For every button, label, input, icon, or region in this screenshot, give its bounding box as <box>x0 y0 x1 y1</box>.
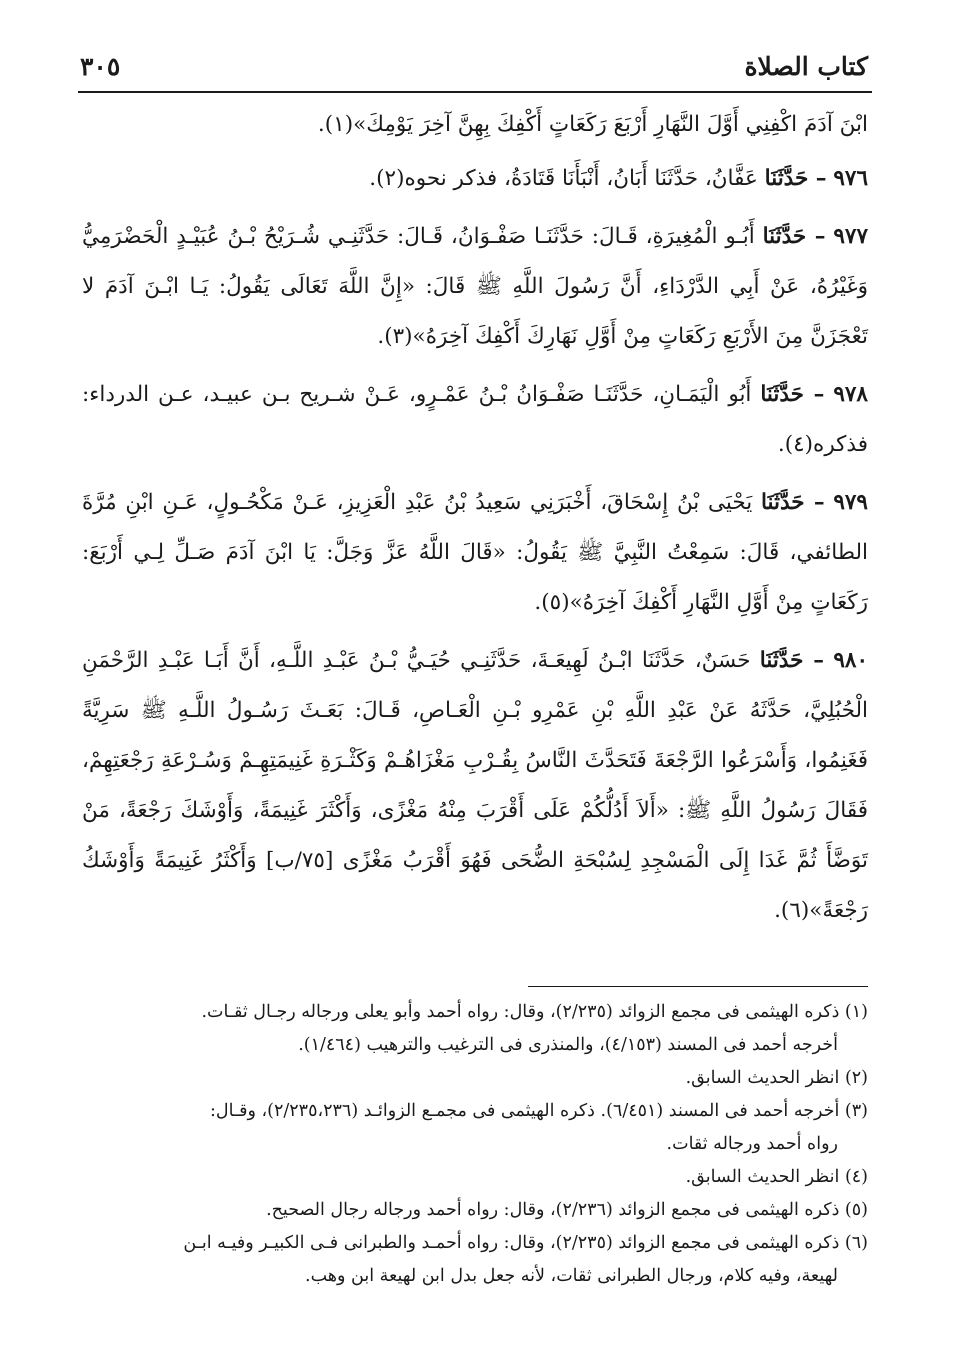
hadith-980 <box>82 636 868 936</box>
hadith-976 <box>82 154 868 204</box>
footnote-4 <box>82 1161 868 1194</box>
hadith-text: حَسَنٌ، حَدَّثَنَا ابْـنُ لَهِيعَـةَ، حَدَّثَنِـي حُيَـيُّ بْـنُ عَبْـدِ اللَّـهِ، أَنَّ أَبَـا عَبْـدِ الرَّحْمَنِ الْحُبُلِيَّ، حَدَّثَهُ عَنْ عَبْدِ اللَّهِ بْنِ عَمْرِو بْـنِ الْعَـاصِ، قَـالَ: بَعَـثَ رَسُـولُ اللَّـهِ ﷺ سَرِيَّةً فَغَنِمُوا، وَأَسْرَعُوا الرَّجْعَةَ فَتَحَدَّثَ النَّاسُ بِقُـرْبِ مَغْزَاهُـمْ وَكَثْـرَةِ غَنِيمَتِهِـمْ وَسُـرْعَةِ رَجْعَتِهِمْ، فَقَالَ رَسُولُ اللَّهِ ﷺ: «أَلاَ أَدُلُّكُمْ عَلَى أَقْرَبَ مِنْهُ مَغْزًى، وَأَكْثَرَ غَنِيمَةً، وَأَوْشَكَ رَجْعَةً، مَنْ تَوَضَّأَ ثُمَّ غَدَا إِلَى الْمَسْجِدِ لِسُبْحَةِ الضُّحَى فَهُوَ أَقْرَبُ مَغْزًى [٧٥/ب] وَأَكْثَرُ غَنِيمَةً وَأَوْشَكُ رَجْعَةً»(٦). <box>82 648 868 923</box>
hadith-text: أَبُو الْيَمَـانِ، حَدَّثَنَـا صَفْـوَانُ بْـنُ عَمْـرٍو، عَـنْ شـريح بـن عبيـد، عـن الدرداء: فذكره(٤). <box>82 382 868 457</box>
hadith-977 <box>82 212 868 362</box>
hadith-text: ابْنَ آدَمَ اكْفِنِي أَوَّلَ النَّهَارِ أَرْبَعَ رَكَعَاتٍ أَكْفِكَ بِهِنَّ آخِرَ يَوْمِكَ»(١). <box>317 112 868 137</box>
page-header <box>80 48 868 84</box>
hadith-number: ٩٧٩ <box>833 490 868 515</box>
hadith-text: أَبُـو الْمُغِيرَةِ، قَـالَ: حَدَّثَنَـا صَفْـوَانُ، قَـالَ: حَدَّثَنِـي شُـرَيْحُ بْـنُ عُبَيْـدٍ الْحَضْرَمِيُّ وَغَيْرُهُ، عَنْ أَبِي الدَّرْدَاءِ، أَنَّ رَسُولَ اللَّهِ ﷺ قَالَ: «إِنَّ اللَّهَ تَعَالَى يَقُولُ: يَـا ابْـنَ آدَمَ لا تَعْجَزَنَّ مِنَ الأَرْبَعِ رَكَعَاتٍ مِنْ أَوَّلِ نَهَارِكَ أَكْفِكَ آخِرَهُ»(٣). <box>82 224 868 349</box>
main-text <box>82 100 868 944</box>
hadith-text: يَحْيَى بْنُ إِسْحَاقَ، أَخْبَرَنِي سَعِيدُ بْنُ عَبْدِ الْعَزِيزِ، عَـنْ مَكْحُـولٍ، عَـنِ ابْنِ مُرَّةَ الطائفي، قَالَ: سَمِعْتُ النَّبِيَّ ﷺ يَقُولُ: «قَالَ اللَّهُ عَزَّ وَجَلَّ: يَا ابْنَ آدَمَ صَـلِّ لِـي أَرْبَعَ: رَكَعَاتٍ مِنْ أَوَّلِ النَّهَارِ أَكْفِكَ آخِرَهُ»(٥). <box>82 490 868 615</box>
footnotes <box>82 996 868 1293</box>
hadith-opening: – حَدَّثَنَا <box>759 648 825 673</box>
hadith-opening: – حَدَّثَنَا <box>764 166 827 191</box>
hadith-number: ٩٧٧ <box>833 224 868 249</box>
footnote-text: (٥) ذكره الهيثمى فى مجمع الزوائد (٢/٢٣٦)، وقال: رواه أحمد ورجاله رجال الصحيح. <box>266 1200 868 1220</box>
footnote-rule <box>528 986 868 987</box>
hadith-opening: – حَدَّثَنَا <box>760 382 825 407</box>
hadith-number: ٩٧٦ <box>833 166 868 191</box>
footnote-6 <box>82 1227 868 1293</box>
footnote-3 <box>82 1095 868 1161</box>
hadith-text: عَفَّانُ، حَدَّثَنَا أَبَانُ، أَنْبَأَنَا قَتَادَةُ، فذكر نحوه(٢). <box>369 166 758 191</box>
footnote-continuation: رواه أحمد ورجاله ثقات. <box>666 1134 838 1154</box>
footnote-text: (٦) ذكره الهيثمى فى مجمع الزوائد (٢/٢٣٥)، وقال: رواه أحمـد والطبرانى فـى الكبيـر وفيـه ابـن <box>183 1233 868 1253</box>
footnote-1 <box>82 996 868 1062</box>
hadith-979 <box>82 478 868 628</box>
hadith-opening: – حَدَّثَنَا <box>762 224 826 249</box>
footnote-text: (٤) انظر الحديث السابق. <box>685 1167 868 1187</box>
footnote-text: (٣) أخرجه أحمد فى المسند (٦/٤٥١). ذكره الهيثمى فى مجمـع الزوائـد (٢/٢٣٥،٢٣٦)، وقـال: <box>210 1101 868 1121</box>
page-number: ٣٠٥ <box>80 51 121 81</box>
footnote-2 <box>82 1062 868 1095</box>
hadith-978 <box>82 370 868 470</box>
footnote-continuation: لهيعة، وفيه كلام، ورجال الطبرانى ثقات، لأنه جعل بدل ابن لهيعة ابن وهب. <box>305 1266 838 1286</box>
hadith-continuation <box>82 100 868 150</box>
footnote-5 <box>82 1194 868 1227</box>
hadith-opening: – حَدَّثَنَا <box>760 490 825 515</box>
footnote-text: (١) ذكره الهيثمى فى مجمع الزوائد (٢/٢٣٥)، وقال: رواه أحمد وأبو يعلى ورجاله رجـال ثقـات. <box>201 1002 868 1022</box>
hadith-number: ٩٨٠ <box>833 648 868 673</box>
header-rule <box>78 91 872 93</box>
hadith-number: ٩٧٨ <box>833 382 868 407</box>
footnote-text: (٢) انظر الحديث السابق. <box>685 1068 868 1088</box>
running-title: كتاب الصلاة <box>744 51 868 81</box>
footnote-continuation: أخرجه أحمد فى المسند (٤/١٥٣)، والمنذرى فى الترغيب والترهيب (١/٤٦٤). <box>298 1035 838 1055</box>
